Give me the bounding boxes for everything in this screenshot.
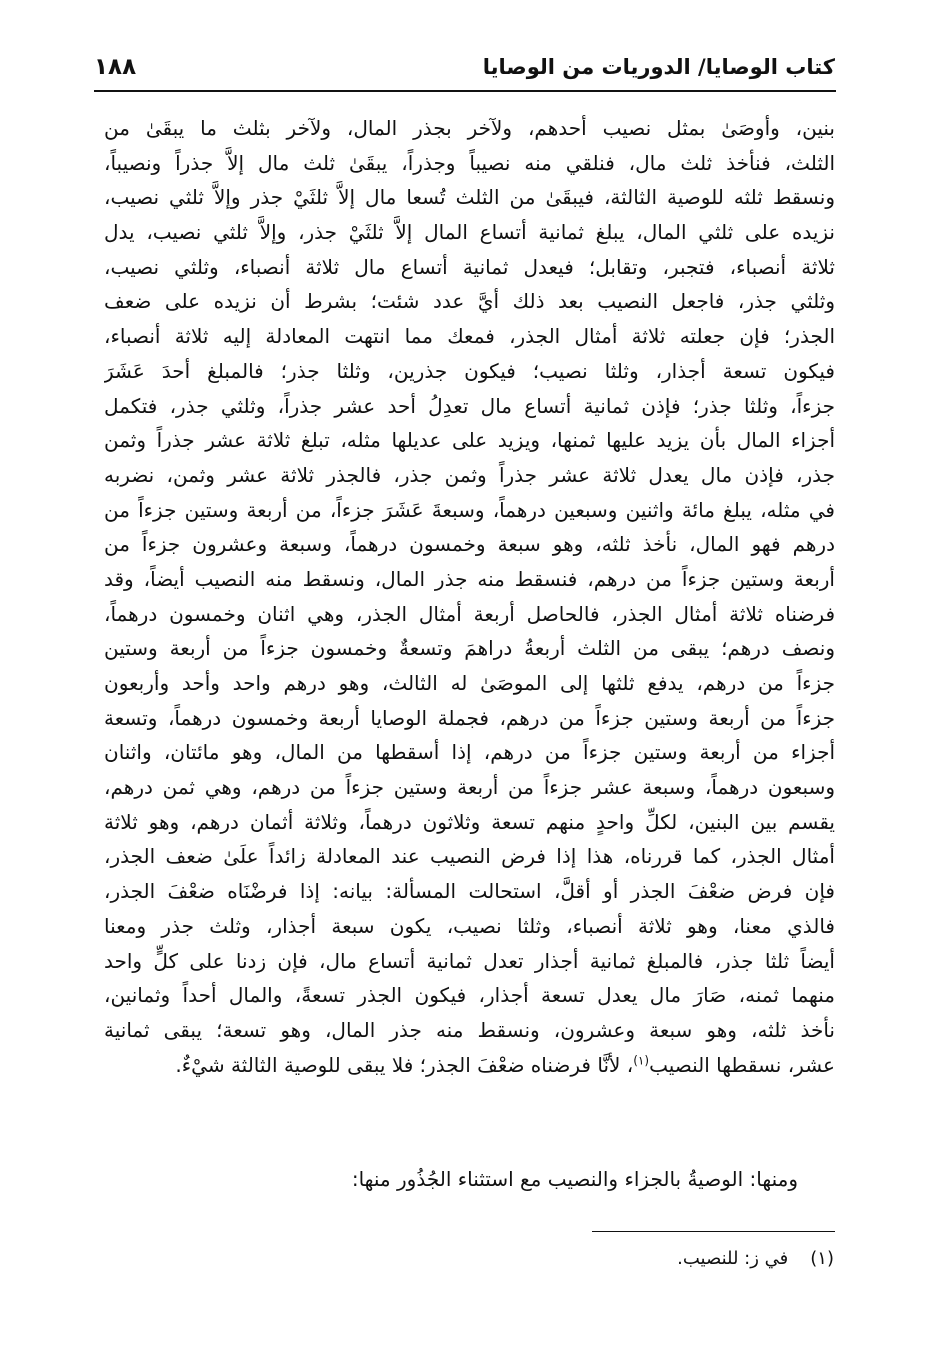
text-line: أجزاء المال بأن يزيد عليها ثمنها، ويزيد على عديلها مثله، تبلغ ثلاثة عشر جذراً وثمن	[104, 428, 835, 453]
text-line: أجزاء من أربعة وستين جزءاً من درهم، إذا أسقطها من المال، وهو مائتان، واثنان	[104, 740, 835, 765]
text-line: جزءاً من أربعة وستين جزءاً من درهم، فجملة الوصايا أربعة وخمسون درهماً، وتسعة	[104, 705, 835, 730]
text-line: بنين، وأوصَىٰ بمثل نصيب أحدهم، ولآخر بجذر المال، ولآخر بثلث ما يبقَىٰ من	[104, 116, 835, 140]
footnote-text: في ز: للنصيب.	[677, 1248, 789, 1269]
text-line: جزءاً، وثلثا جذر؛ فإذن ثمانية أتساع مال تعدِلُ أحد عشر جذراً، وثلثي جذر، فتكمل	[104, 393, 835, 418]
text-line: وسبعون درهماً، وسبعة عشر جزءاً من أربعة وستين جزءاً من درهم، وهي ثمن درهم،	[104, 775, 835, 800]
text-line: فرضناه ثلاثة أمثال الجذر، فالحاصل أربعة أمثال الجذر، وهي اثنان وخمسون درهماً،	[104, 601, 835, 626]
text-line: فالذي معنا، وهو ثلاثة أنصباء، وثلثا نصيب، يكون سبعة أجذار، وثلث جذر ومعنا	[104, 913, 835, 938]
text-line-last	[104, 1048, 835, 1083]
text-line: فإن فرض ضعْفَ الجذر أو أقلَّ، استحالت المسألة: بيانه: إذا فرضْنَاه ضعْفَ الجذر،	[104, 879, 835, 904]
text-line: جزءاً من درهم، يدفع ثلثها إلى الموصَىٰ له الثالث، وهو درهم واحد وأحد وأربعون	[104, 671, 835, 695]
running-head	[94, 52, 835, 86]
text-line: وثلثي جذر، فاجعل النصيب بعد ذلك أيَّ عدد شئت؛ بشرط أن نزيده على ضعف	[104, 289, 835, 314]
text-line: نزيده على ثلثي المال، يبلغ ثمانية أتساع المال إلاَّ ثلثَيْ جذر، وإلاَّ ثلثي نصيب، يدل	[104, 220, 835, 245]
header-rule	[94, 90, 836, 92]
text-line: ونسقط ثلثه للوصية الثالثة، فيبقَىٰ من الثلث تُسعا مال إلاَّ ثلثَيْ جذر وإلاَّ ثلثي نصيب،	[104, 185, 835, 210]
text-line: نأخذ ثلثه، وهو سبعة وعشرون، ونسقط منه جذر المال، وهو تسعة؛ يبقى ثمانية	[104, 1017, 835, 1042]
text-line: منهما ثمنه، صَارَ مال يعدل تسعة أجذار، فيكون الجذر تسعةً، والمال أحداً وثمانين،	[104, 983, 835, 1008]
footnote-rule	[592, 1231, 835, 1232]
body-text	[104, 111, 835, 1082]
text-line: أمثال الجذر، كما قررناه، هذا إذا فرض النصيب عند المعادلة زائداً علَىٰ ضعف الجذر،	[104, 844, 835, 869]
text-line: جذر، فإذن مال يعدل ثلاثة عشر جذراً وثمن جذر، فالجذر ثلاثة عشر وثمن، نضربه	[104, 462, 835, 487]
text-line: في مثله، يبلغ مائة واثنين وسبعين درهماً، وسبعةَ عَشَرَ جزءاً، من أربعة وستين جزءاً من	[104, 497, 835, 522]
footnote-marker: (١)	[810, 1248, 834, 1269]
text-line: الجذر؛ فإن جعلته ثلاثة أمثال الجذر، فمعك مما انتهت المعادلة إليه ثلاثة أنصباء،	[104, 324, 835, 349]
footnote	[677, 1244, 834, 1274]
page-number: ١٨٨	[94, 54, 137, 80]
text-line: ونصف درهم؛ يبقى من الثلث أربعةُ دراهمَ وتسعةٌ وخمسون جزءاً من أربعة وستين	[104, 636, 835, 661]
text-line: فيكون تسعة أجذار، وثلثا نصيب؛ فيكون جذرين، وثلثا جذر؛ فالمبلغ أحدَ عَشَرَ	[104, 358, 835, 383]
book-title: كتاب الوصايا/ الدوريات من الوصايا	[482, 55, 835, 79]
text-line: أيضاً ثلثا جذر، فالمبلغ ثمانية أجذار تعدل ثمانية أتساع مال، فإن زدنا على كلٍّ واحد	[104, 948, 835, 973]
text-line: الثلث، فنأخذ ثلث مال، فنلقي منه نصيباً وجذراً، يبقَىٰ ثلث مال إلاَّ جذراً ونصيباً،	[104, 150, 835, 175]
text-line: درهم فهو المال، نأخذ ثلثه، وهو سبعة وخمسون درهماً، وسبعة وعشرون جزءاً من	[104, 532, 835, 557]
last-line-start: عشر، نسقطها النصيب	[649, 1052, 835, 1077]
text-line: يقسم بين البنين، لكلِّ واحدٍ منهم تسعة وثلاثون درهماً، وثلاثة أثمان درهم، وهو ثلاثة	[104, 809, 835, 834]
text-line: ثلاثة أنصباء، فتجبر، وتقابل؛ فيعدل ثمانية أتساع مال ثلاثة أنصباء، وثلثي نصيب،	[104, 254, 835, 279]
last-line-end: ، لأنَّا فرضناه ضعْفَ الجذر؛ فلا يبقى للوصية الثالثة شيْءٌ.	[175, 1052, 634, 1077]
section-subheading: ومنها: الوصيةُ بالجزاء والنصيب مع استثناء الجُذُور منها:	[351, 1167, 798, 1191]
footnote-reference[interactable]: (١)	[633, 1052, 650, 1067]
text-line: أربعة وستين جزءاً من درهم، فنسقط منه جذر المال، ونسقط منه النصيب أيضاً، وقد	[104, 566, 835, 591]
